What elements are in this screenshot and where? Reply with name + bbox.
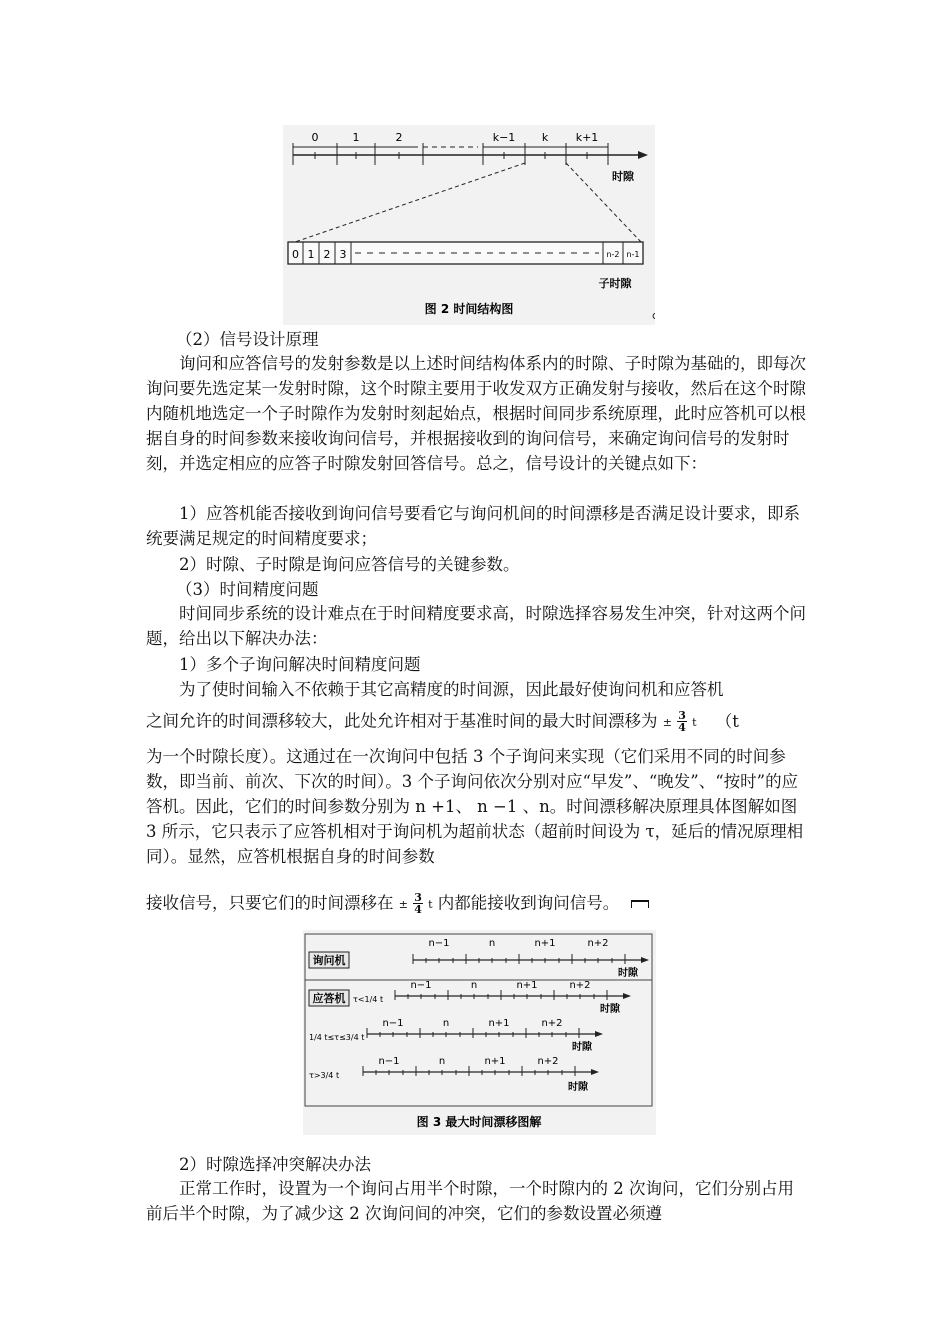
slot-label: n: [470, 980, 478, 991]
slot-label: n+1: [534, 938, 556, 949]
fraction-3-4: [677, 710, 687, 733]
subslot-label: 3: [339, 248, 347, 261]
subslot-label: 0: [292, 248, 299, 261]
fraction: [663, 706, 697, 738]
axis-label: 时隙: [612, 170, 634, 183]
row-label-interrogator: 询问机: [312, 954, 346, 967]
slot-label: n−1: [382, 1018, 404, 1029]
time-drift-diagram: [303, 930, 656, 1135]
figure-2: [283, 125, 655, 325]
list-item: 2）时隙选择冲突解决办法: [179, 1155, 371, 1174]
subslot-label: n-2: [606, 250, 620, 259]
paragraph: 为一个时隙长度）。这通过在一次询问中包括 3 个子询问来实现（它们采用不同的时间参数，即当前、前次、下次的时间）。3 个子询问依次分别对应“早发”、“晚发”、“按时”的应答机。因此，它们的时间参数分别为 n +1、 n −1 、n。时间漂移解决原理具体图解如图 3 所示，它只表示了应答机相对于询问机为超前状态（超前时间设为 τ，延后的情况原理相同）。显然，应答机根据自身的时间参数: [146, 747, 804, 866]
fraction-3-4: [413, 892, 423, 915]
slot-label: 2: [395, 131, 403, 144]
figure-caption: 图 2 时间结构图: [424, 302, 514, 316]
slot-label: n+2: [569, 980, 591, 991]
slot-label: 0: [311, 131, 319, 144]
condition-label: 1/4 t≤τ≤3/4 t: [309, 1033, 365, 1042]
axis-label: 时隙: [600, 1004, 620, 1015]
paragraph: 询问和应答信号的发射参数是以上述时间结构体系内的时隙、子时隙为基础的，即每次询问要先选定某一发射时隙，这个时隙主要用于收发双方正确发射与接收，然后在这个时隙内随机地选定一个子时隙作为发射时刻起始点，根据时间同步系统原理，此时应答机可以根据自身的时间参数来接收询问信号，并根据接收到的询问信号，来确定询问信号的发射时刻，并选定相应的应答子时隙发射回答信号。总之，信号设计的关键点如下：: [146, 354, 806, 473]
paragraph-text: 内都能接收到询问信号。: [437, 893, 620, 913]
list-item: 1）多个子询问解决时间精度问题: [179, 655, 421, 674]
slot-label: n−1: [378, 1056, 400, 1067]
axis-label: 时隙: [568, 1082, 588, 1093]
slot-label: n: [488, 938, 496, 949]
paragraph-line: [146, 706, 739, 736]
section-heading: （3）时间精度问题: [176, 580, 319, 599]
subslot-label: 2: [323, 248, 331, 261]
axis-label: 时隙: [618, 968, 638, 979]
slot-label: k−1: [492, 131, 516, 144]
paragraph-text: （t: [715, 711, 739, 731]
fraction: [399, 888, 433, 920]
plus-minus: ±: [662, 716, 672, 729]
slot-label: n+2: [587, 938, 609, 949]
paragraph-text: 接收信号，只要它们的时间漂移在: [146, 893, 394, 913]
slot-label: n: [442, 1018, 450, 1029]
paragraph: 正常工作时，设置为一个询问占用半个时隙，一个时隙内的 2 次询问，它们分别占用前后半个时隙，为了减少这 2 次询问间的冲突，它们的参数设置必须遵: [146, 1179, 794, 1223]
bracket-mark: [631, 900, 649, 908]
slot-label: n−1: [428, 938, 450, 949]
slot-label: n−1: [410, 980, 432, 991]
paragraph-line: [146, 888, 649, 918]
sub-axis-label: 子时隙: [598, 277, 632, 290]
slot-label: k+1: [575, 131, 599, 144]
figure-caption: 图 3 最大时间漂移图解: [416, 1115, 542, 1129]
paragraph-text: 之间允许的时间漂移较大，此处允许相对于基准时间的最大时间漂移为: [146, 711, 658, 731]
slot-label: 1: [352, 131, 360, 144]
numerator: 3: [678, 709, 686, 722]
condition-label: τ>3/4 t: [309, 1071, 340, 1080]
paragraph: 2）时隙、子时隙是询问应答信号的关键参数。: [179, 555, 520, 574]
slot-label: n+1: [516, 980, 538, 991]
t-symbol: t: [428, 898, 433, 911]
slot-label: n+2: [541, 1018, 563, 1029]
t-symbol: t: [692, 716, 697, 729]
subslot-label: 1: [307, 248, 315, 261]
slot-label: n+1: [488, 1018, 510, 1029]
time-structure-diagram: [283, 125, 655, 325]
paragraph: 1）应答机能否接收到询问信号要看它与询问机间的时间漂移是否满足设计要求，即系统要满足规定的时间精度要求；: [146, 504, 800, 548]
slot-label: k: [541, 131, 549, 144]
paragraph: 为了使时间输入不依赖于其它高精度的时间源，因此最好使询问机和应答机: [179, 680, 724, 699]
section-heading: （2）信号设计原理: [176, 330, 319, 349]
numerator: 3: [414, 891, 422, 904]
slot-label: n: [438, 1056, 446, 1067]
paragraph: 时间同步系统的设计难点在于时间精度要求高，时隙选择容易发生冲突，针对这两个问题，给出以下解决办法：: [146, 604, 806, 648]
subslot-label: n-1: [626, 250, 640, 259]
denominator: 4: [678, 721, 686, 734]
plus-minus: ±: [398, 898, 408, 911]
slot-label: n+1: [484, 1056, 506, 1067]
denominator: 4: [414, 903, 422, 916]
slot-label: n+2: [537, 1056, 559, 1067]
axis-label: 时隙: [572, 1042, 592, 1053]
figure-3: [303, 930, 656, 1135]
row-label-transponder: 应答机: [312, 992, 346, 1005]
condition-label: τ<1/4 t: [353, 995, 384, 1004]
